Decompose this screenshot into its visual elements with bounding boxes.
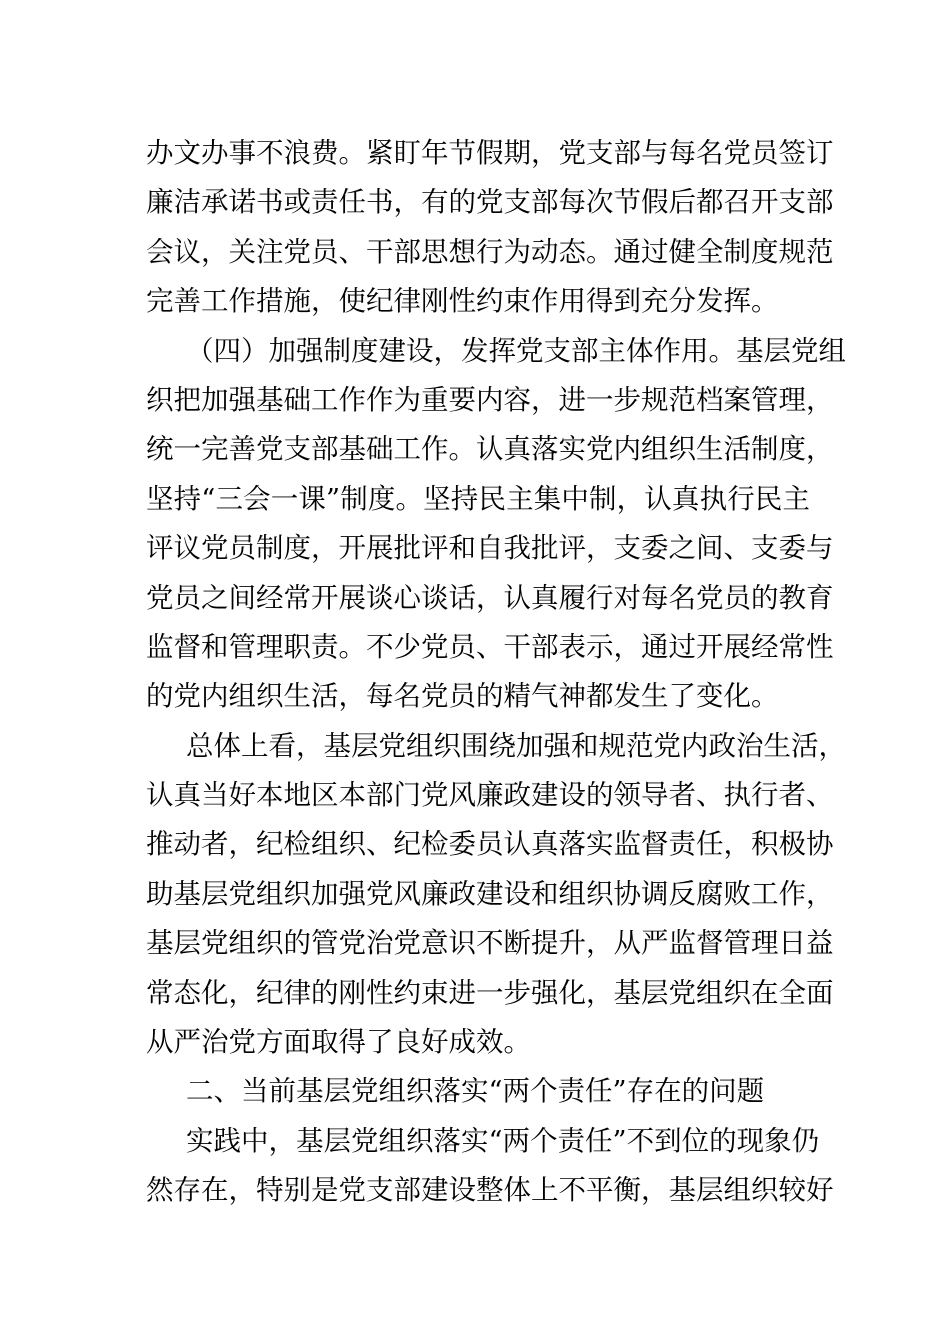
text-line: 的党内组织生活，每名党员的精气神都发生了变化。: [146, 680, 779, 713]
text-line: 评议党员制度，开展批评和自我批评，支委之间、支委与: [146, 532, 834, 565]
text-line: 坚持“三会一课”制度。坚持民主集中制，认真执行民主: [146, 482, 810, 515]
text-line: 统一完善党支部基础工作。认真落实党内组织生活制度，: [146, 433, 834, 466]
text-line: 认真当好本地区本部门党风廉政建设的领导者、执行者、: [146, 779, 834, 812]
text-line: 基层党组织的管党治党意识不断提升，从严监督管理日益: [146, 927, 834, 960]
text-line: 推动者，纪检组织、纪检委员认真落实监督责任，积极协: [146, 828, 834, 861]
text-line: 廉洁承诺书或责任书，有的党支部每次节假后都召开支部: [146, 186, 834, 219]
text-line: 常态化，纪律的刚性约束进一步强化，基层党组织在全面: [146, 976, 834, 1009]
paragraph-start-line: 实践中，基层党组织落实“两个责任”不到位的现象仍: [186, 1124, 820, 1157]
text-line: 完善工作措施，使纪律刚性约束作用得到充分发挥。: [146, 285, 779, 318]
text-line: 从严治党方面取得了良好成效。: [146, 1026, 531, 1059]
text-line: 党员之间经常开展谈心谈话，认真履行对每名党员的教育: [146, 581, 834, 614]
text-line: 然存在，特别是党支部建设整体上不平衡，基层组织较好: [146, 1174, 834, 1207]
section-heading-line: （四）加强制度建设，发挥党支部主体作用。基层党组: [186, 334, 846, 367]
document-body: [146, 129, 846, 1216]
text-line: 织把加强基础工作作为重要内容，进一步规范档案管理，: [146, 383, 834, 416]
text-line: 会议，关注党员、干部思想行为动态。通过健全制度规范: [146, 235, 834, 268]
text-line: 监督和管理职责。不少党员、干部表示，通过开展经常性: [146, 630, 834, 663]
section-heading-line: 二、当前基层党组织落实“两个责任”存在的问题: [186, 1075, 765, 1108]
paragraph-start-line: 总体上看，基层党组织围绕加强和规范党内政治生活，: [186, 729, 846, 762]
text-line: 助基层党组织加强党风廉政建设和组织协调反腐败工作，: [146, 877, 834, 910]
text-line: 办文办事不浪费。紧盯年节假期，党支部与每名党员签订: [146, 137, 834, 169]
